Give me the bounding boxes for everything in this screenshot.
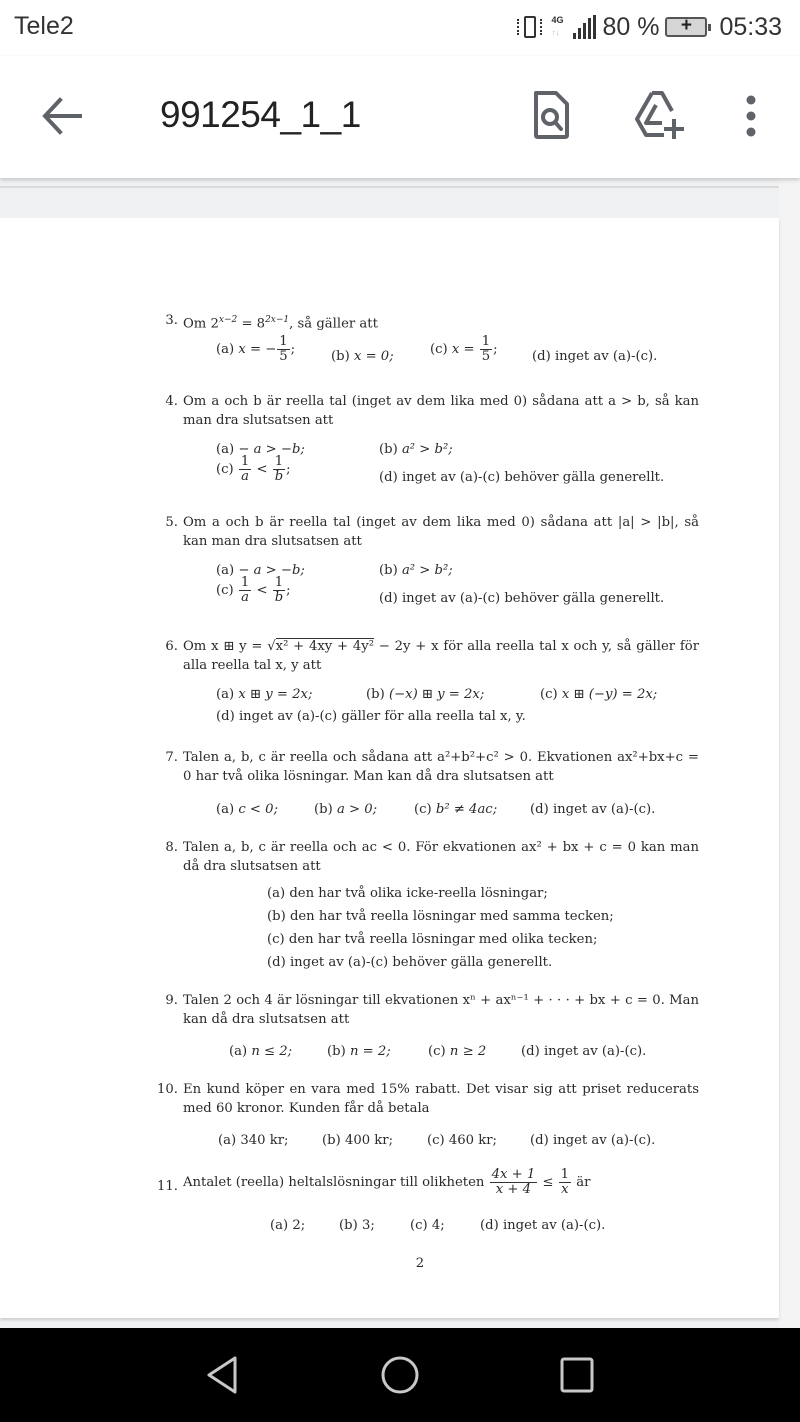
question-text: En kund köper en vara med 15% rabatt. Det visar sig att priset reducerats med 60 kronor. Kunden får då betala — [183, 1082, 699, 1116]
option-c[interactable]: (c) $\frac{1}{a}$ < $\frac{1}{b}$ ; — [216, 454, 291, 484]
option-d[interactable]: (d) inget av (a)-(c). — [530, 802, 656, 817]
option-c[interactable]: (c) x = $\frac{1}{5}$ ; — [430, 334, 498, 364]
option-b[interactable]: (b) den har två reella lösningar med samma tecken; — [267, 909, 614, 924]
option-d[interactable]: (d) inget av (a)-(c) behöver gälla generellt. — [379, 470, 665, 485]
question-text: Talen 2 och 4 är lösningar till ekvationen xⁿ + axⁿ⁻¹ + · · · + bx + c = 0. Man kan då dra slutsatsen att — [183, 993, 699, 1027]
option-a[interactable]: (a) 2; — [270, 1218, 306, 1233]
battery-charging-icon: + — [665, 17, 707, 37]
option-a[interactable]: (a) 340 kr; — [218, 1133, 289, 1148]
option-b[interactable]: (b) a² > b²; — [379, 442, 453, 457]
battery-percent: 80 % — [602, 12, 660, 41]
option-a[interactable]: (a) den har två olika icke-reella lösningar; — [267, 886, 548, 901]
option-d[interactable]: (d) inget av (a)-(c). — [530, 1133, 656, 1148]
option-b[interactable]: (b) (−x) ⊞ y = 2x; — [366, 687, 485, 702]
more-vert-icon — [738, 94, 764, 138]
scrollbar-track[interactable] — [779, 178, 800, 1328]
carrier-name: Tele2 — [14, 12, 74, 40]
network-type-icon: 4G ↑↓ — [551, 15, 564, 37]
page-number: 2 — [415, 1256, 425, 1271]
signal-strength-icon — [573, 15, 596, 39]
vibrate-icon — [515, 14, 545, 40]
option-d[interactable]: (d) inget av (a)-(c) behöver gälla generellt. — [379, 591, 665, 606]
status-bar — [0, 0, 800, 56]
option-d[interactable]: (d) inget av (a)-(c). — [532, 349, 658, 364]
previous-page-edge — [0, 186, 780, 188]
find-in-page-button[interactable] — [530, 89, 572, 141]
option-b[interactable]: (b) 3; — [339, 1218, 375, 1233]
option-d[interactable]: (d) inget av (a)-(c). — [521, 1044, 647, 1059]
question-text: Antalet (reella) heltalslösningar till olikheten $\frac{4x + 1}{x + 4}$ ≤ $\frac{1}{x}$ är — [183, 1167, 591, 1197]
option-a[interactable]: (a) c < 0; — [216, 802, 279, 817]
question-text: Om $2^{x-2} = 8^{2x-1}$, så gäller att — [183, 315, 378, 332]
nav-back-icon — [205, 1355, 241, 1395]
status-icons — [515, 10, 782, 44]
option-a[interactable]: (a) − a > −b; — [216, 442, 305, 457]
nav-back-button[interactable] — [205, 1355, 241, 1395]
nav-home-button[interactable] — [380, 1355, 420, 1395]
network-type-label: 4G — [551, 15, 564, 25]
option-a[interactable]: (a) − a > −b; — [216, 563, 305, 578]
option-c[interactable]: (c) $\frac{1}{a}$ < $\frac{1}{b}$ ; — [216, 575, 291, 605]
option-c[interactable]: (c) b² ≠ 4ac; — [414, 802, 498, 817]
nav-home-icon — [380, 1355, 420, 1395]
option-b[interactable]: (b) 400 kr; — [322, 1133, 394, 1148]
question-text: Talen a, b, c är reella och sådana att a²+b²+c² > 0. Ekvationen ax²+bx+c = 0 har två olika lösningar. Man kan då dra slutsatsen att — [183, 750, 699, 784]
option-c[interactable]: (c) x ⊞ (−y) = 2x; — [540, 687, 658, 702]
question-text: Om a och b är reella tal (inget av dem lika med 0) sådana att |a| > |b|, så kan man dra slutsatsen att — [183, 515, 699, 549]
option-d[interactable]: (d) inget av (a)-(c). — [480, 1218, 606, 1233]
question-text: Om a och b är reella tal (inget av dem lika med 0) sådana att a > b, så kan man dra slutsatsen att — [183, 394, 699, 428]
nav-recents-icon — [560, 1357, 594, 1393]
question-text: Om x ⊞ y = √x² + 4xy + 4y² − 2y + x för alla reella tal x och y, så gäller för alla reella tal x, y att — [183, 639, 700, 673]
document-title: 991254_1_1 — [160, 94, 361, 135]
document-page: 3. Om $2^{x-2} = 8^{2x-1}$, så gäller att (a) x = − $\frac{1}{5}$ ; (b) x = 0; (c) x = $\frac{1}{5}$ ; (d) inget av (a)-(c). 4. Om a och b är reella tal (inget av dem lika med 0) sådana att a > b, så kan man dra slutsatsen att (a) − a > −b; (b) a² > b²; (c) $\frac{1}{a}$ < $\frac{1}{b}$ ; (d) inget av (a)-(c) behöver gälla generellt. 5. Om a och b är reella tal (inget av dem lika med 0) sådana att |a| > |b|, så kan man dra slutsatsen att (a) − a > −b; (b) a² > b²; (c) $\frac{1}{a}$ < $\frac{1}{b}$ ; (d) inget av (a)-(c) behöver gälla generellt. 6. Om x ⊞ y = √x² + 4xy + 4y² − 2y + x för alla reella tal x och y, så gäller för alla reella tal x, y att (a) x ⊞ y = 2x; (b) (−x) ⊞ y = 2x; (c) x ⊞ (−y) = 2x; (d) inget av (a)-(c) gäller för alla reella tal x, y. 7. Talen a, b, c är reella och sådana att a²+b²+c² > 0. Ekvationen ax²+bx+c = 0 har två olika lösningar. Man kan då dra slutsatsen att (a) c < 0; (b) a > 0; (c) b² ≠ 4ac; (d) inget av (a)-(c). 8. Talen a, b, c är reella och ac < 0. För ekvationen ax² + bx + c = 0 kan man då dra slutsatsen att (a) den har två olika icke-reella lösningar; (b) den har två reella lösningar med samma tecken; (c) den har två reella lösningar med olika tecken; (d) inget av (a)-(c) behöver gälla generellt. 9. Talen 2 och 4 är lösningar till ekvationen xⁿ + axⁿ⁻¹ + · · · + bx + c = 0. Man kan då dra slutsatsen att (a) n ≤ 2; (b) n = 2; (c) n ≥ 2 (d) inget av (a)-(c). 10. En kund köper en vara med 15% rabatt. Det visar sig att priset reducerats med 60 kronor. Kunden får då betala (a) 340 kr; (b) 400 kr; (c) 460 kr; (d) inget av (a)-(c). 11. Antalet (reella) heltalslösningar till olikheten $\frac{4x + 1}{x + 4}$ ≤ $\frac{1}{x}$ är (a) 2; (b) 3; (c) 4; (d) inget av (a)-(c). 2 — [0, 218, 779, 1318]
option-a[interactable]: (a) n ≤ 2; — [229, 1044, 293, 1059]
app-bar — [0, 56, 800, 178]
nav-recents-button[interactable] — [560, 1357, 594, 1393]
document-viewer[interactable] — [0, 178, 800, 1328]
option-c[interactable]: (c) den har två reella lösningar med olika tecken; — [267, 932, 598, 947]
add-to-drive-icon — [632, 89, 686, 141]
question-text: Talen a, b, c är reella och ac < 0. För ekvationen ax² + bx + c = 0 kan man då dra slutsatsen att — [183, 840, 699, 874]
option-a[interactable]: (a) x = − $\frac{1}{5}$ ; — [216, 334, 296, 364]
back-button[interactable] — [38, 94, 86, 138]
option-b[interactable]: (b) a > 0; — [314, 802, 378, 817]
option-b[interactable]: (b) x = 0; — [331, 349, 394, 364]
find-in-page-icon — [530, 89, 572, 141]
back-arrow-icon — [38, 94, 86, 138]
option-b[interactable]: (b) n = 2; — [327, 1044, 391, 1059]
option-c[interactable]: (c) 460 kr; — [427, 1133, 497, 1148]
option-a[interactable]: (a) x ⊞ y = 2x; — [216, 687, 313, 702]
option-d[interactable]: (d) inget av (a)-(c) behöver gälla generellt. — [267, 955, 553, 970]
option-c[interactable]: (c) n ≥ 2 — [428, 1044, 487, 1059]
add-to-drive-button[interactable] — [632, 89, 686, 141]
more-options-button[interactable] — [738, 94, 764, 138]
navigation-bar — [0, 1328, 800, 1422]
option-c[interactable]: (c) 4; — [410, 1218, 445, 1233]
clock: 05:33 — [719, 12, 782, 41]
option-b[interactable]: (b) a² > b²; — [379, 563, 453, 578]
option-d[interactable]: (d) inget av (a)-(c) gäller för alla reella tal x, y. — [216, 709, 526, 724]
